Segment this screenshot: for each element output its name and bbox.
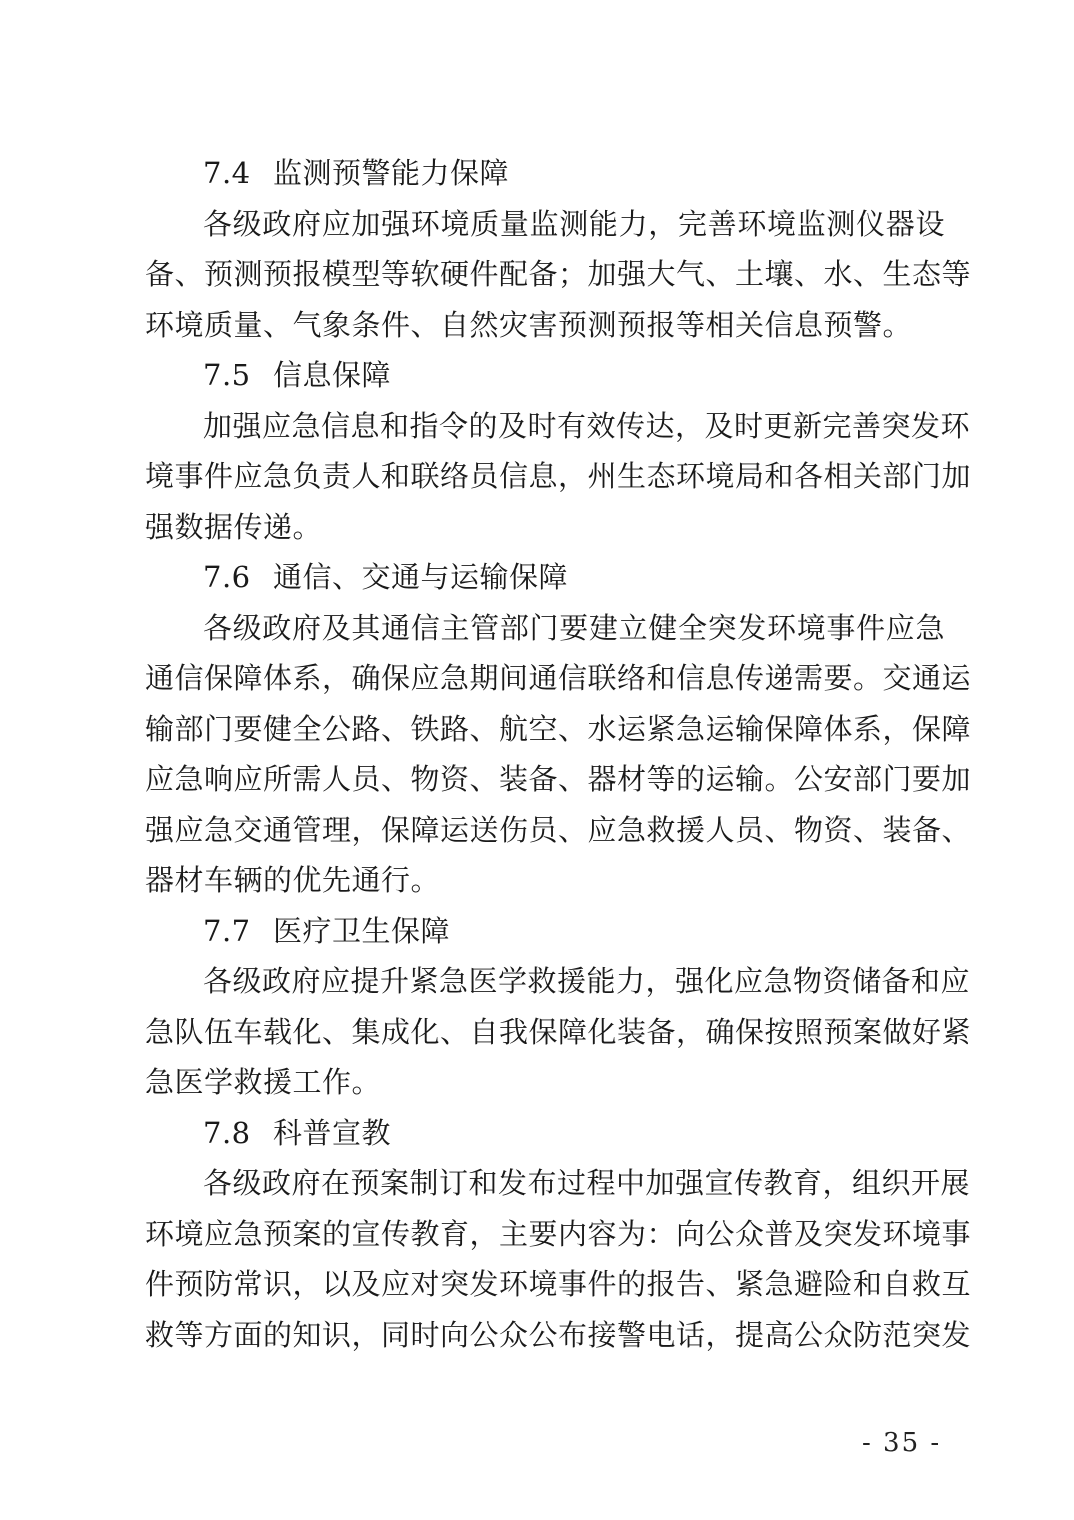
paragraph-line: 应急响应所需人员、物资、装备、器材等的运输。公安部门要加 — [145, 762, 972, 796]
paragraph-line: 境事件应急负责人和联络员信息，州生态环境局和各相关部门加 — [145, 459, 972, 493]
section-title: 通信、交通与运输保障 — [273, 560, 569, 594]
paragraph-line: 救等方面的知识，同时向公众公布接警电话，提高公众防范突发 — [145, 1317, 972, 1352]
section-heading-7-5 — [145, 350, 945, 401]
section-heading-7-4 — [145, 148, 945, 199]
paragraph-line: 通信保障体系，确保应急期间通信联络和信息传递需要。交通运 — [145, 661, 972, 695]
paragraph-line: 各级政府应提升紧急医学救援能力，强化应急物资储备和应 — [203, 964, 971, 998]
section-title: 医疗卫生保障 — [273, 913, 451, 948]
page-number: - 35 - — [862, 1428, 942, 1458]
paragraph-line: 器材车辆的优先通行。 — [145, 863, 441, 897]
section-heading-7-8 — [145, 1108, 945, 1159]
section-title: 信息保障 — [273, 358, 392, 392]
section-heading-7-6 — [145, 552, 945, 603]
paragraph-line: 强应急交通管理，保障运送伤员、应急救援人员、物资、装备、 — [145, 812, 972, 847]
paragraph-line: 强数据传递。 — [145, 509, 323, 544]
paragraph-line: 急医学救援工作。 — [145, 1065, 382, 1099]
section-number: 7.6 — [203, 560, 251, 594]
paragraph-line: 各级政府在预案制订和发布过程中加强宣传教育，组织开展 — [203, 1166, 971, 1200]
paragraph-line: 各级政府及其通信主管部门要建立健全突发环境事件应急 — [203, 610, 945, 645]
section-number: 7.4 — [203, 156, 251, 190]
paragraph-line: 各级政府应加强环境质量监测能力，完善环境监测仪器设 — [203, 206, 945, 241]
paragraph-line: 备、预测预报模型等软硬件配备；加强大气、土壤、水、生态等 — [145, 257, 972, 291]
paragraph-line: 件预防常识，以及应对突发环境事件的报告、紧急避险和自救互 — [145, 1267, 972, 1301]
paragraph-line: 环境质量、气象条件、自然灾害预测预报等相关信息预警。 — [145, 307, 913, 342]
paragraph-line: 输部门要健全公路、铁路、航空、水运紧急运输保障体系，保障 — [145, 711, 972, 746]
paragraph-line: 急队伍车载化、集成化、自我保障化装备，确保按照预案做好紧 — [145, 1014, 972, 1049]
section-heading-7-7 — [145, 906, 945, 957]
section-number: 7.7 — [203, 913, 251, 948]
paragraph-line: 环境应急预案的宣传教育，主要内容为：向公众普及突发环境事 — [145, 1216, 972, 1251]
section-number: 7.5 — [203, 358, 251, 392]
section-title: 监测预警能力保障 — [273, 156, 510, 190]
section-title: 科普宣教 — [273, 1115, 392, 1150]
paragraph-line: 加强应急信息和指令的及时有效传达，及时更新完善突发环 — [203, 408, 971, 443]
section-number: 7.8 — [203, 1115, 251, 1150]
document-body — [145, 148, 972, 1360]
